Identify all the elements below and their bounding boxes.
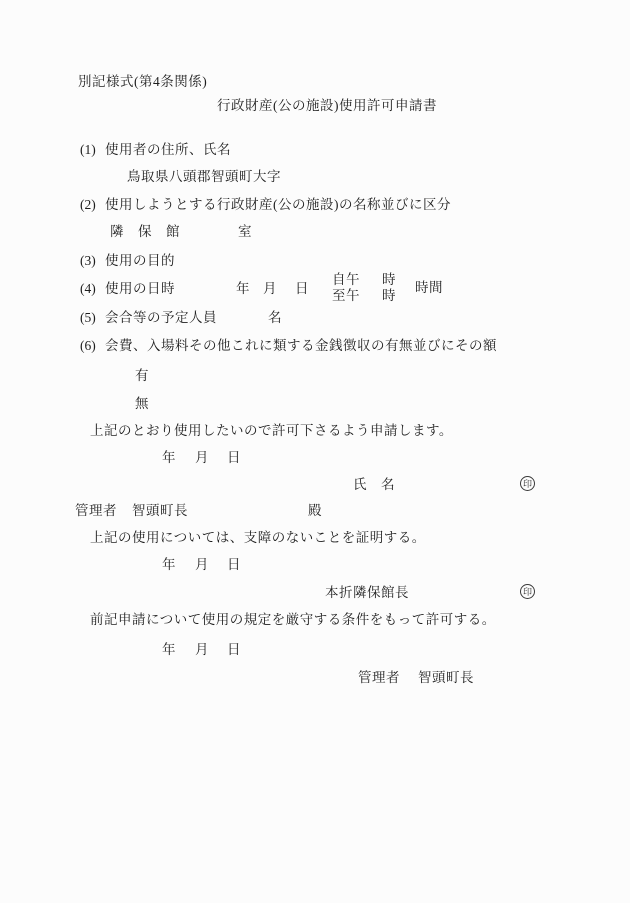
item-4-from-hour-label: 時 (382, 272, 396, 287)
item-2-room-label: 室 (238, 224, 252, 239)
addressee-role: 管理者 (75, 503, 117, 518)
addressee-honorific: 殿 (308, 503, 322, 518)
permission-date-month-label: 月 (195, 642, 209, 657)
item-5-label: 会合等の予定人員 (105, 310, 217, 325)
application-date-year-label: 年 (162, 450, 176, 465)
item-4-month-label: 月 (263, 281, 277, 296)
application-date-month-label: 月 (195, 450, 209, 465)
item-5-unit-label: 名 (268, 310, 282, 325)
item-1-number: (1) (80, 142, 96, 157)
item-3-label: 使用の目的 (105, 253, 175, 268)
form-label: 別記様式(第4条関係) (78, 74, 208, 89)
application-sentence: 上記のとおり使用したいので許可下さるよう申請します。 (90, 423, 453, 438)
item-4-day-label: 日 (295, 281, 309, 296)
item-6-option-yes: 有 (135, 368, 149, 383)
certification-date-year-label: 年 (162, 557, 176, 572)
item-4-label: 使用の日時 (105, 281, 175, 296)
item-2-facility-name: 隣 保 館 (110, 224, 180, 239)
certifier-seal-icon: 印 (520, 584, 535, 599)
certification-date-month-label: 月 (195, 557, 209, 572)
item-1-address-value: 鳥取県八頭郡智頭町大字 (127, 169, 281, 184)
permission-sentence: 前記申請について使用の規定を厳守する条件をもって許可する。 (90, 612, 496, 627)
item-6-label: 会費、入場料その他これに類する金銭徴収の有無並びにその額 (105, 338, 497, 353)
certification-date-day-label: 日 (227, 557, 241, 572)
certifier-title: 本折隣保館長 (325, 585, 409, 600)
application-date-day-label: 日 (227, 450, 241, 465)
item-4-to-label: 至午 (332, 288, 360, 303)
permission-signer-role: 管理者 (358, 670, 400, 685)
item-4-year-label: 年 (236, 281, 250, 296)
item-4-from-label: 自午 (332, 272, 360, 287)
addressee-name: 智頭町長 (132, 503, 188, 518)
permission-date-day-label: 日 (227, 642, 241, 657)
item-3-number: (3) (80, 253, 96, 268)
item-6-number: (6) (80, 338, 96, 353)
item-6-option-no: 無 (135, 396, 149, 411)
item-4-number: (4) (80, 281, 96, 296)
item-1-label: 使用者の住所、氏名 (105, 142, 231, 157)
applicant-seal-icon: 印 (520, 476, 535, 491)
applicant-name-label: 氏 名 (353, 477, 395, 492)
item-4-to-hour-label: 時 (382, 288, 396, 303)
document-title: 行政財産(公の施設)使用許可申請書 (217, 98, 437, 113)
item-5-number: (5) (80, 310, 96, 325)
permission-date-year-label: 年 (162, 642, 176, 657)
item-2-number: (2) (80, 197, 96, 212)
permission-signer-name: 智頭町長 (418, 670, 474, 685)
item-4-duration-label: 時間 (415, 280, 443, 295)
certification-sentence: 上記の使用については、支障のないことを証明する。 (90, 530, 426, 545)
item-2-label: 使用しようとする行政財産(公の施設)の名称並びに区分 (105, 197, 451, 212)
